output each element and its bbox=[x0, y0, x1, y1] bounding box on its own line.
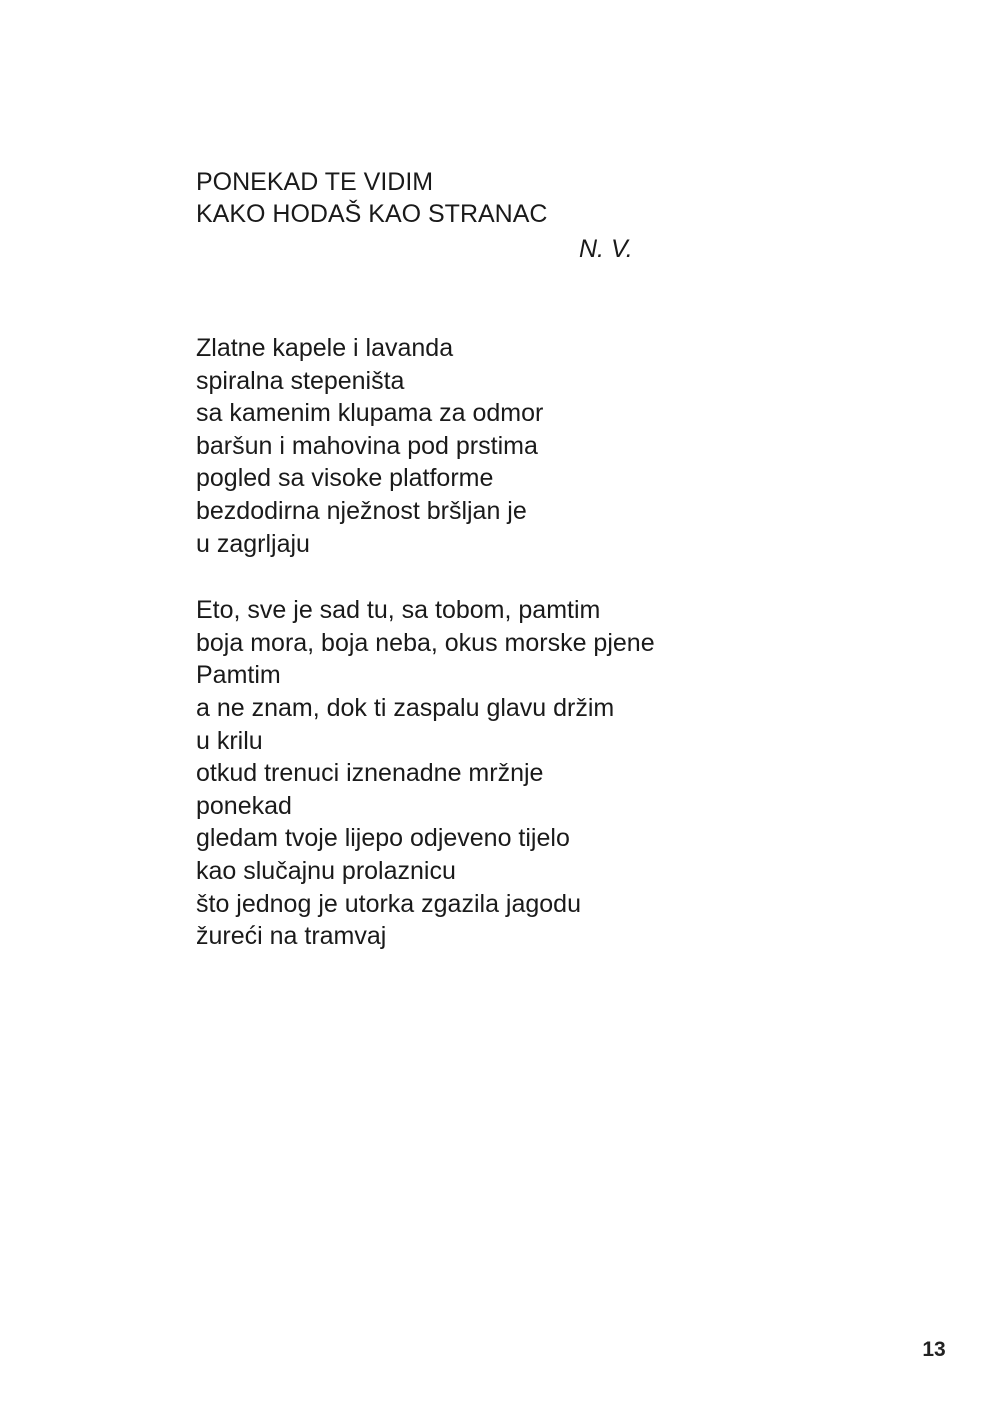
verse-line: kao slučajnu prolaznicu bbox=[196, 856, 456, 885]
verse-line: pogled sa visoke platforme bbox=[196, 464, 494, 493]
verse-line: gledam tvoje lijepo odjeveno tijelo bbox=[196, 824, 570, 853]
verse-line: Pamtim bbox=[196, 661, 281, 690]
verse-line: otkud trenuci iznenadne mržnje bbox=[196, 759, 544, 788]
verse-line: žureći na tramvaj bbox=[196, 922, 387, 951]
verse-line: ponekad bbox=[196, 791, 292, 820]
verse-line: bezdodirna nježnost bršljan je bbox=[196, 496, 527, 525]
page-number: 13 bbox=[922, 1338, 946, 1361]
verse-line: Zlatne kapele i lavanda bbox=[196, 334, 454, 362]
poem-title-line: KAKO HODAŠ KAO STRANAC bbox=[196, 200, 548, 228]
verse-line: spiralna stepeništa bbox=[196, 366, 405, 395]
poem-title-line: PONEKAD TE VIDIM bbox=[196, 168, 434, 196]
verse-line: Eto, sve je sad tu, sa tobom, pamtim bbox=[196, 596, 601, 625]
verse-line: u zagrljaju bbox=[196, 529, 310, 558]
verse-line: a ne znam, dok ti zaspalu glavu držim bbox=[196, 693, 615, 722]
poem-dedication: N. V. bbox=[579, 235, 633, 263]
poem bbox=[196, 166, 816, 953]
stanza bbox=[196, 594, 816, 953]
verse-line: u krilu bbox=[196, 726, 263, 755]
verse-line: baršun i mahovina pod prstima bbox=[196, 431, 538, 460]
stanza bbox=[196, 332, 816, 560]
verse-line: što jednog je utorka zgazila jagodu bbox=[196, 889, 581, 918]
verse-line: sa kamenim klupama za odmor bbox=[196, 399, 544, 428]
verse-line: boja mora, boja neba, okus morske pjene bbox=[196, 628, 655, 657]
poem-title bbox=[196, 166, 816, 230]
